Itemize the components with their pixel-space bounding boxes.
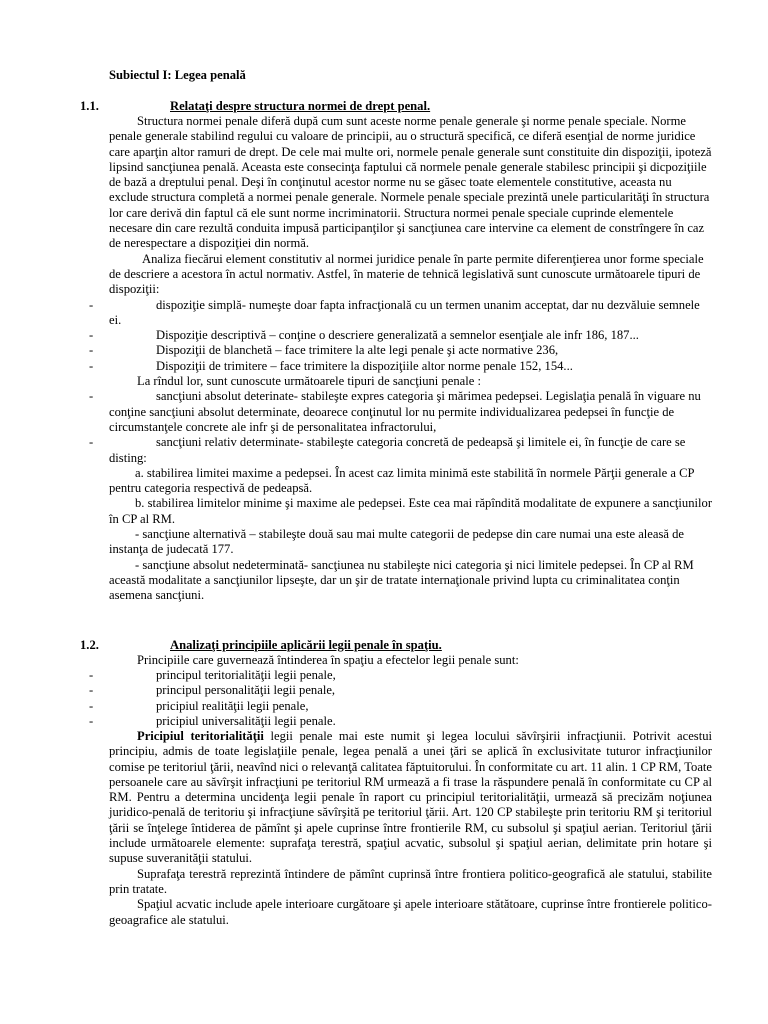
paragraph: Principiile care guvernează întinderea în spaţiu a efectelor legii penale sunt: <box>137 653 519 667</box>
section-1-1-body <box>89 114 713 604</box>
document-title: Subiectul I: Legea penală <box>109 68 246 82</box>
list-item <box>89 698 712 714</box>
list-dash: - <box>89 668 94 682</box>
list-dash: - <box>89 343 94 358</box>
list-item-text: Dispoziţie descriptivă – conţine o descriere generalizată a semnelor esenţiale ale infr 186, 187... <box>156 328 639 343</box>
paragraph-text: legii penale mai este numit şi legea locului săvîrşirii infracţiunii. Potrivit acestui principiu, admis de toate legislaţiile penale, legea penală a unei ţări se aplică în exclusivitate tuturor infracţiunilor comise pe teritoriul ţării, neavînd nici o relevanţă calitatea făptuitorului. În conformitate cu art. 11 alin. 1 CP RM, Toate persoanele care au săvîrşit infracţiuni pe teritoriul RM urmează a fi trase la răspundere penală în conformitate cu CP al RM. Pentru a determina uncidenţa legii penale în raport cu principiul teritorialităţii, urmează să precizăm noţiunea juridico-penală de teritoriu şi infracţiune săvîrşită pe teritoriul ţării. Art. 120 CP stabileşte prin teritoriu RM şi teritoriul ţării se înţelege întiderea de pămînt şi apele cuprinse între frontierile RM, cu subsolul şi spaţiul aerian. Teritoriul ţării include următoarele elemente: suprafaţa terestră, spaţiul acvatic, subsolul şi spaţiul aerian, delimitate prin hotare şi supuse suveranităţii statului. <box>109 729 712 866</box>
paragraph: Analiza fiecărui element constitutiv al normei juridice penale în parte permite diferenţierea unor forme speciale de descriere a acestora în actul normativ. Astfel, în materie de tehnică legislativă sunt cunoscute următoarele tipuri de dispoziţii: <box>109 251 704 297</box>
paragraph: Spaţiul acvatic include apele interioare curgătoare şi apele interioare stătătoare, cuprinse între frontierele politico-geoagrafice ale statului. <box>109 897 712 927</box>
list-item-text: sancţiuni absolut deterinate- stabileşte expres categoria şi mărimea pedepsei. Legislaţia penală în viguare nu conţine sancţiuni absolut determinate, deoarece conţinutul lor nu permite individualizarea pedepsei în funcţie de circumstanţele concrete ale infr şi de personalitatea infractorului, <box>109 389 701 434</box>
list-dash: - <box>89 328 94 343</box>
sub-paragraph: a. stabilirea limitei maxime a pedepsei. În acest caz limita minimă este stabilită în normele Părţii generale a CP pentru categoria respectivă de pedeapsă. <box>109 465 695 496</box>
list-item <box>89 343 712 358</box>
section-title: Relataţi despre structura normei de drept penal. <box>170 99 431 113</box>
section-title: Analizaţi principiile aplicării legii penale în spaţiu. <box>170 638 442 652</box>
sub-paragraph: - sancţiune alternativă – stabileşte două sau mai multe categorii de pedepse din care numai una este aleasă de instanţa de judecată 177. <box>109 527 685 557</box>
list-dash: - <box>89 713 94 728</box>
list-item-text: principul teritorialităţii legii penale, <box>156 668 336 682</box>
list-item-text: Dispoziţii de trimitere – face trimitere la dispoziţiile altor norme penale 152, 154... <box>156 358 573 373</box>
list-item <box>89 328 712 343</box>
sub-paragraph: - sancţiune absolut nedeterminată- sancţiunea nu stabileşte nici categoria şi nici limitele pedepsei. În CP al RM această modalitate a sancţiunilor lipseşte, dar un şir de tratate internaţionale privind lupta cu criminalitatea conţin asemena sancţiuni. <box>109 557 694 603</box>
section-1-2-intro <box>109 653 712 668</box>
section-number: 1.1. <box>80 99 99 113</box>
section-number: 1.2. <box>80 638 99 652</box>
list-item <box>89 668 712 683</box>
bold-term: Pricipiul teritorialităţii <box>137 729 264 743</box>
list-item-text: principul personalităţii legii penale, <box>156 683 336 698</box>
paragraph: La rîndul lor, sunt cunoscute următoarele tipuri de sancţiuni penale : <box>137 374 481 389</box>
list-dash: - <box>89 297 94 312</box>
list-dash: - <box>89 435 94 450</box>
list-dash: - <box>89 683 94 698</box>
list-dash: - <box>89 389 94 404</box>
list-item-text: dispoziţie simplă- numeşte doar fapta infracţională cu un termen unanim acceptat, dar nu dezvăluie semnele ei. <box>109 297 700 327</box>
section-heading-1-1 <box>80 99 430 114</box>
list-item <box>89 713 712 729</box>
sub-paragraph: b. stabilirea limitelor minime şi maxime ale pedepsei. Este cea mai răpîndită modalitate de expunere a sancţiunilor în CP al RM. <box>109 496 713 526</box>
list-item <box>89 358 712 374</box>
list-item-text: pricipiul realităţii legii penale, <box>156 698 309 713</box>
section-1-2-body <box>109 729 712 928</box>
list-item <box>89 389 712 435</box>
section-heading-1-2 <box>80 638 442 653</box>
list-item <box>89 435 712 466</box>
list-dash: - <box>89 698 94 713</box>
paragraph: Suprafaţa terestră reprezintă întindere de pămînt cuprinsă între frontiera politico-geografică ale statului, stabilite prin tratate. <box>109 866 712 896</box>
list-item-text: Dispoziţii de blanchetă – face trimitere la alte legi penale şi acte normative 236, <box>156 343 559 358</box>
paragraph: Structura normei penale diferă după cum sunt aceste norme penale generale şi norme penale speciale. Norme penale generale stabilind regului cu valoare de principii, au o structură specifică, ce diferă esenţial de norme juridice care aparţin altor ramuri de drept. De cele mai multe ori, normele penale generale sunt constituite din dispoziţii, ipoteză lipsind sancţiunea penală. Aceasta este consecinţa faptului că normele penale generale stabilesc principii şi dicpoziţiile de bază a dreptului penal. Deşi în conţinutul acestor norme nu se găsec toate elementele constitutive, aceasta nu exclude structura completă a normei penale generale. Normele penale speciale prezintă unele particularităţi în structura lor care derivă din faptul că ele sunt norme incriminatorii. Structura normei penale speciale cuprinde elementele necesare din care rezultă conduita impusă participanţilor şi sancţiunea care intervine ca element de constrîngere în caz de nerespectare a dispoziţiei din normă. <box>109 114 712 251</box>
list-item <box>89 683 712 698</box>
list-dash: - <box>89 358 94 373</box>
list-item-text: sancţiuni relativ determinate- stabileşte categoria concretă de pedeapsă şi limitele ei, în funcţie de care se disting: <box>109 435 686 465</box>
paragraph <box>109 729 712 867</box>
list-item <box>89 297 712 329</box>
list-item-text: pricipiul universalităţii legii penale. <box>156 713 336 728</box>
principles-list <box>89 668 712 729</box>
